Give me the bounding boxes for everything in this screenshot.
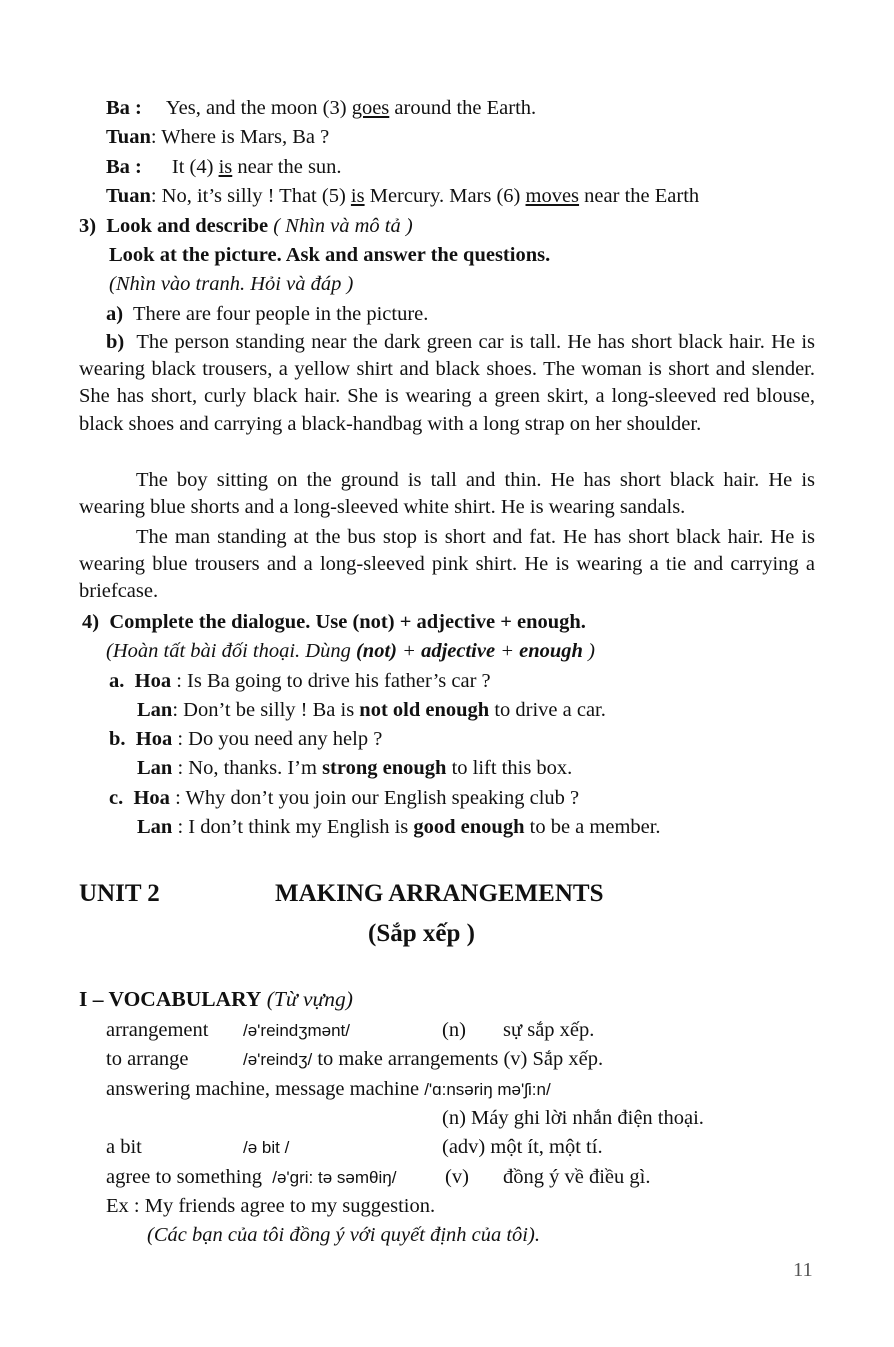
paragraph-boy: The boy sitting on the ground is tall and thin. He has short black hair. He is wearing blue shorts and a long-sleeved white shirt. He is wearing sandals. bbox=[79, 469, 815, 519]
unit-title: MAKING ARRANGEMENTS bbox=[275, 880, 604, 907]
dialogue-line-1: Ba : Yes, and the moon (3) goes around the Earth. bbox=[106, 97, 537, 119]
item-c-answer: Lan : I don’t think my English is good enough to be a member. bbox=[137, 816, 661, 838]
vocab-row: answering machine, message machine /'ɑ:nsəriŋ mə'ʃi:n/ bbox=[106, 1078, 551, 1100]
section-4-subheading: (Hoàn tất bài đối thoại. Dùng (not) + adjective + enough ) bbox=[106, 640, 595, 662]
vocab-pos: (n) bbox=[442, 1019, 466, 1041]
vocab-meaning: (n) Máy ghi lời nhắn điện thoại. bbox=[442, 1107, 704, 1129]
vocab-row: arrangement bbox=[106, 1019, 209, 1041]
dialogue-line-2: Tuan: Where is Mars, Ba ? bbox=[106, 126, 330, 148]
page-number: 11 bbox=[793, 1259, 813, 1281]
section-3-heading: 3) Look and describe ( Nhìn và mô tả ) bbox=[79, 215, 413, 237]
answer-b: b) The person standing near the dark green car is tall. He has short black hair. He is wearing black trousers, a yellow shirt and black shoes. The woman is short and slender. She has short, curly black hair. She is wearing a green skirt, a long-sleeved red blouse, black shoes and carrying a black-handbag with a long strap on her shoulder. bbox=[79, 331, 815, 435]
vocab-meaning: đồng ý về điều gì. bbox=[503, 1166, 651, 1188]
vocab-row-detail: /ə'reindʒ/ to make arrangements (v) Sắp xếp. bbox=[243, 1048, 604, 1070]
item-a-answer: Lan: Don’t be silly ! Ba is not old enough to drive a car. bbox=[137, 699, 606, 721]
answer-a: a) There are four people in the picture. bbox=[106, 303, 429, 325]
dialogue-line-4: Tuan: No, it’s silly ! That (5) is Mercury. Mars (6) moves near the Earth bbox=[106, 185, 700, 207]
speaker: Tuan bbox=[106, 185, 151, 207]
item-c-question: c. Hoa : Why don’t you join our English speaking club ? bbox=[109, 787, 580, 809]
speaker: Tuan bbox=[106, 126, 151, 148]
unit-title-vi: (Sắp xếp ) bbox=[368, 920, 475, 947]
paragraph-man: The man standing at the bus stop is short and fat. He has short black hair. He is wearing blue trousers and a long-sleeved pink shirt. He is wearing a tie and carrying a briefcase. bbox=[79, 526, 815, 603]
item-a-question: a. Hoa : Is Ba going to drive his father’s car ? bbox=[109, 670, 491, 692]
speaker: Ba : bbox=[106, 156, 142, 178]
example-sentence: Ex : My friends agree to my suggestion. bbox=[106, 1195, 436, 1217]
vocab-row: to arrange bbox=[106, 1048, 189, 1070]
unit-label: UNIT 2 bbox=[79, 880, 160, 907]
section-3-instruction: Look at the picture. Ask and answer the questions. bbox=[109, 244, 551, 266]
section-4-heading: 4) Complete the dialogue. Use (not) + adjective + enough. bbox=[82, 611, 586, 633]
example-translation: (Các bạn của tôi đồng ý với quyết định của tôi). bbox=[147, 1224, 540, 1246]
vocab-pos: (v) bbox=[445, 1166, 469, 1188]
vocab-row: a bit bbox=[106, 1136, 142, 1158]
vocabulary-heading: I – VOCABULARY (Từ vựng) bbox=[79, 987, 353, 1011]
vocab-ipa: /ə'reindʒmənt/ bbox=[243, 1021, 351, 1040]
item-b-question: b. Hoa : Do you need any help ? bbox=[109, 728, 383, 750]
section-3-instruction-vi: (Nhìn vào tranh. Hỏi và đáp ) bbox=[109, 273, 354, 295]
vocab-pos: (adv) một ít, một tí. bbox=[442, 1136, 603, 1158]
vocab-row: agree to something /ə'gri: tə səmθiŋ/ bbox=[106, 1166, 397, 1188]
vocab-meaning: sự sắp xếp. bbox=[503, 1019, 595, 1041]
speaker: Ba : bbox=[106, 97, 142, 119]
item-b-answer: Lan : No, thanks. I’m strong enough to lift this box. bbox=[137, 757, 573, 779]
dialogue-line-3: Ba : It (4) is near the sun. bbox=[106, 156, 342, 178]
vocab-ipa: /ə bit / bbox=[243, 1138, 290, 1157]
